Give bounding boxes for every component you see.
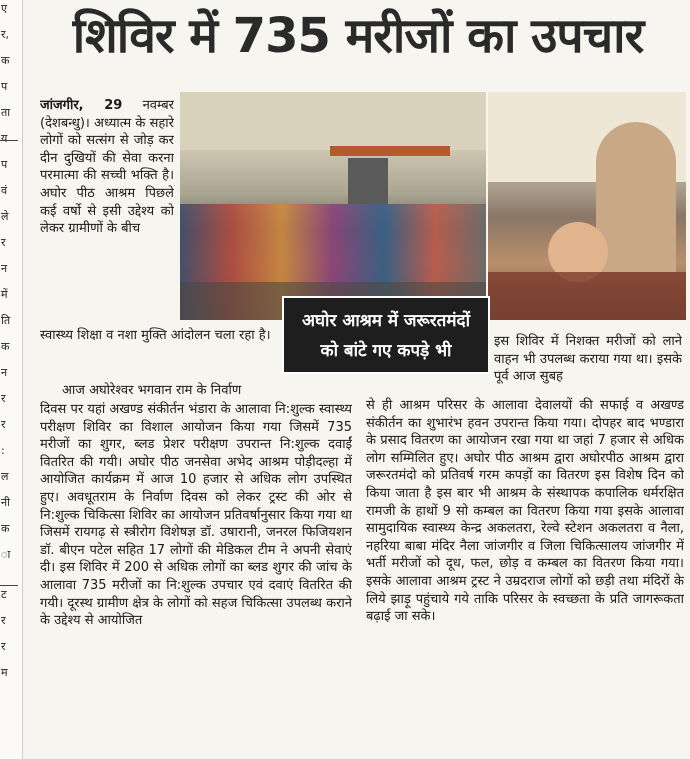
adjacent-article-strip [0,0,23,759]
article-col2-top: इस शिविर में निशक्त मरीजों को लाने वाहन भी उपलब्ध कराया गया था। इसके पूर्व आज सुबह [494,334,682,385]
col1-lead-text: नवम्बर (देशबन्धु)। अध्यात्म के सहारे लोगों को सत्संग से जोड़ कर दीन दुखियों की सेवा करना परमात्मा की सच्ची भक्ति है। अघोर पीठ आश्रम पिछले कई वर्षो से इसी उद्देश्य को लेकर ग्रामीणों के बीच [40,98,174,237]
left-strip-fragment: ल [1,470,9,483]
left-strip-fragment: र [1,614,6,627]
dateline: जांजगीर, 29 [40,98,123,113]
left-strip-fragment: र [1,418,6,431]
photo-caption [282,296,490,374]
left-strip-fragment: न [1,262,8,275]
left-strip-fragment: र [1,640,6,653]
article-col1-body: दिवस पर यहां अखण्ड संकीर्तन भंडारा के आलावा नि:शुल्क स्वास्थ्य परीक्षण शिविर का विशाल आयोजन किया गया जिसमें 735 मरीजों का शुगर, ब्लड प्रेशर परीक्षण उपरान्त नि:शुल्क दवाईं वितरित की गयी। अघोर पीठ जनसेवा अभेद आश्रम पोड़ीदल्हा में आयोजित कार्यक्रम में आज 10 हजार से अधिक लोग उपस्थित हुए। अवधूतराम के निर्वाण दिवस को लेकर ट्रस्ट की ओर से नि:शुल्क चिकित्सा शिविर का आयोजन प्रतिवर्षानुसार किया गया था जिसमें रायगढ़ से स्त्रीरोग विशेषज्ञ डॉ. उषारानी, जनरल फिजियशन डॉ. बीएन पटेल सहित 17 लोगों की मेडिकल टीम ने अपनी सेवाएं दी। इस शिविर में 200 से अधिक लोगों का ब्लड शुगर की जांच के आलावा 735 मरीजों का नि:शुल्क उपचार एवं दवाएं वितरित की गयी। दूरस्थ ग्रामीण क्षेत्र के लोगों को सहज चिकित्सा उपलब्ध कराने के उद्देश्य से आयोजित [40,402,352,629]
article-col1-lead [40,97,174,325]
left-strip-fragment: म [1,666,8,679]
left-strip-rule [0,140,18,141]
headline: शिविर में 735 मरीजों का उपचार [72,8,644,64]
left-strip-fragment: प [1,80,8,93]
left-strip-fragment: र, [1,28,9,41]
left-strip-fragment: र [1,236,6,249]
left-strip-fragment: क [1,522,10,535]
left-strip-fragment: क [1,54,10,67]
left-strip-fragment: र [1,392,6,405]
left-strip-fragment: य [1,132,8,145]
left-strip-fragment: क [1,340,10,353]
photo-caption-line2: को बांटे गए कपड़े भी [320,341,452,361]
left-strip-fragment: प [1,158,8,171]
left-strip-rule [0,585,18,586]
left-strip-fragment: ति [1,314,11,327]
photo-caption-line1: अघोर आश्रम में जरूरतमंदों [302,311,470,331]
article-col1-wide: स्वास्थ्य शिक्षा व नशा मुक्ति आंदोलन चला रहा है। [40,328,271,343]
article-col2-body: से ही आश्रम परिसर के आलावा देवालयों की सफाई व अखण्ड संकीर्तन का शुभारंभ हवन उपरान्त किया गया। दोपहर बाद भण्डारा के प्रसाद वितरण का आयोजन रखा गया था जहां 7 हजार से अधिक लोग सम्मिलित हुए। अघोर पीठ आश्रम द्वारा अघोरपीठ आश्रम द्वारा जरूरतमंदो को प्रतिवर्ष गरम कपड़ों का वितरण इस विशेष दिन को किया जाता है इस बार भी आश्रम के संस्थापक कपालिक धर्मरक्षित रामजी के हाथों 9 सो कम्बल का वितरण किया गया इसके आलावा सामुदायिक स्वास्थ्य केन्द्र अकलतरा, रेल्वे स्टेशन अकलतरा व नैला, नहरिया बाबा मंदिर नैला जांजगीर व जिला चिकित्सालय जांजगीर में भर्ती मरीजों को दूध, फल, छोड़ व कम्बल का वितरण किया गया। इसके आलावा आश्रम ट्रस्ट ने उम्रदराज लोगों को छड़ी तथा मंदिरों के लिये झाड़ू पहुंचाये गये ताकि परिसर के स्वच्छता के प्रति जागरूकता बढ़ाई जा सके। [366,398,684,625]
blanket-distribution-photo [488,92,686,320]
left-strip-fragment: ले [1,210,9,223]
left-strip-fragment: ा [1,548,11,561]
left-strip-fragment: ए [1,2,8,15]
article-col1-para2-start: आज अघोरेश्वर भगवान राम के निर्वाण [62,383,242,398]
left-strip-fragment: नी [1,496,10,509]
left-strip-fragment: : [1,444,5,457]
left-strip-fragment: में [1,288,8,301]
left-strip-fragment: वं [1,184,8,197]
left-strip-fragment: ता [1,106,11,119]
left-strip-fragment: ट [1,588,7,601]
crowd-photo [180,92,486,320]
left-strip-fragment: न [1,366,8,379]
